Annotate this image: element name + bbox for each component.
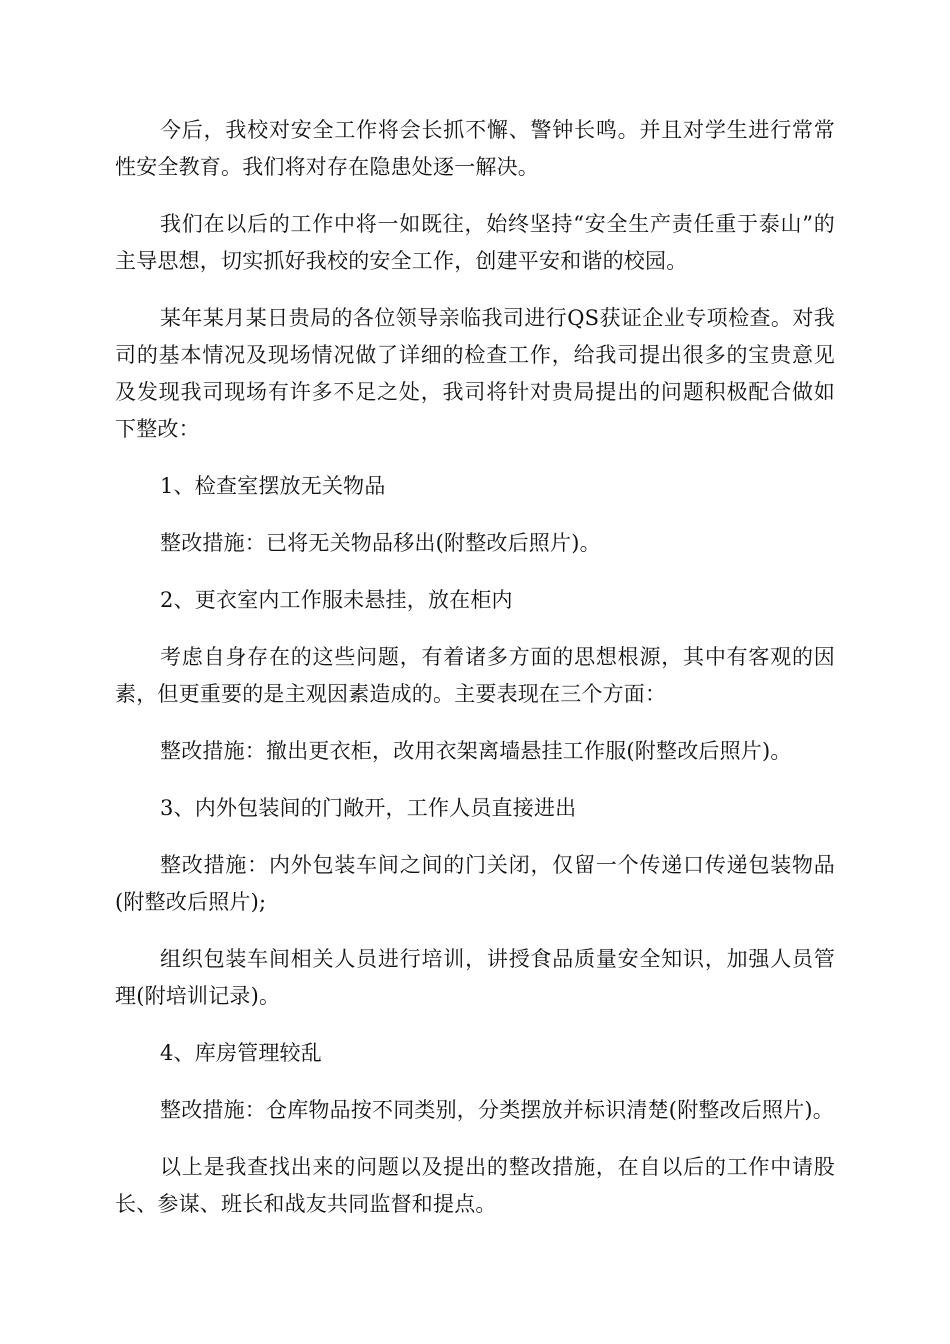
- paragraph-conclusion: 以上是我查找出来的问题以及提出的整改措施，在自以后的工作中请股长、参谋、班长和战友共同监督和提点。: [115, 1155, 835, 1216]
- issue-4-measure: 整改措施：仓库物品按不同类别，分类摆放并标识清楚(附整改后照片)。: [160, 1098, 834, 1122]
- paragraph-safety-commitment: 今后，我校对安全工作将会长抓不懈、警钟长鸣。并且对学生进行常常性安全教育。我们将对存在隐患处逐一解决。: [115, 118, 835, 179]
- paragraph-root-causes: 考虑自身存在的这些问题，有着诸多方面的思想根源，其中有客观的因素，但更重要的是主观因素造成的。主要表现在三个方面：: [115, 645, 835, 706]
- issue-4-heading: 4、库房管理较乱: [160, 1041, 322, 1065]
- issue-3-heading: 3、内外包装间的门敞开，工作人员直接进出: [160, 796, 577, 820]
- issue-3-measure: 整改措施：内外包装车间之间的门关闭，仅留一个传递口传递包装物品(附整改后照片);: [115, 853, 835, 914]
- issue-1-measure: 整改措施：已将无关物品移出(附整改后照片)。: [160, 531, 601, 555]
- paragraph-safety-principle: 我们在以后的工作中将一如既往，始终坚持“安全生产责任重于泰山”的主导思想，切实抓好我校的安全工作，创建平安和谐的校园。: [115, 212, 835, 273]
- document-body: [115, 112, 835, 1243]
- issue-2-heading: 2、更衣室内工作服未悬挂，放在柜内: [160, 588, 513, 612]
- issue-3-training: 组织包装车间相关人员进行培训，讲授食品质量安全知识，加强人员管理(附培训记录)。: [115, 947, 835, 1008]
- paragraph-inspection-intro: 某年某月某日贵局的各位领导亲临我司进行QS获证企业专项检查。对我司的基本情况及现场情况做了详细的检查工作，给我司提出很多的宝贵意见及发现我司现场有许多不足之处，我司将针对贵局提出的问题积极配合做如下整改：: [115, 306, 835, 441]
- issue-2-measure: 整改措施：撤出更衣柜，改用衣架离墙悬挂工作服(附整改后照片)。: [160, 739, 792, 763]
- issue-1-heading: 1、检查室摆放无关物品: [160, 474, 386, 498]
